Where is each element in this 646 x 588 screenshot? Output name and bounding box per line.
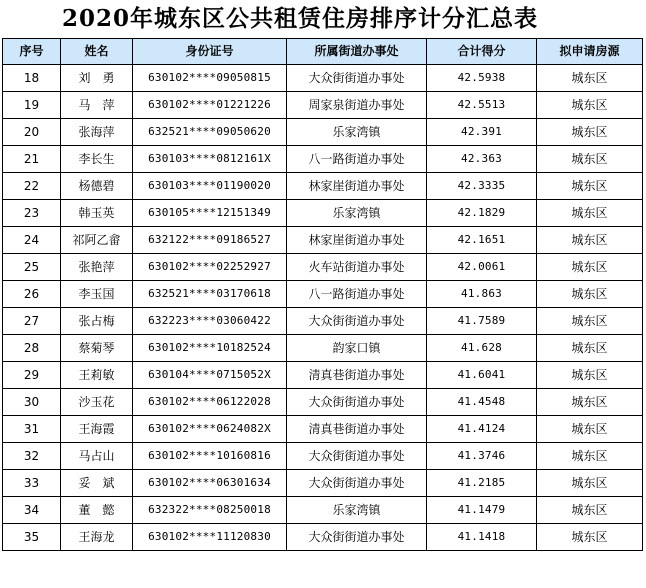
- table-row: [3, 173, 643, 200]
- column-header-id[interactable]: 身份证号: [133, 39, 287, 65]
- table-row: [3, 200, 643, 227]
- cell-office[interactable]: 乐家湾镇: [287, 497, 427, 524]
- cell-office[interactable]: 周家泉街道办事处: [287, 92, 427, 119]
- cell-score[interactable]: 41.4548: [427, 389, 537, 416]
- cell-score[interactable]: 41.6041: [427, 362, 537, 389]
- cell-name[interactable]: 韩玉英: [61, 200, 133, 227]
- cell-seq[interactable]: 23: [3, 200, 61, 227]
- cell-id[interactable]: 630103****0812161X: [133, 146, 287, 173]
- table-row: [3, 119, 643, 146]
- cell-id[interactable]: 630104****0715052X: [133, 362, 287, 389]
- cell-area[interactable]: 城东区: [537, 389, 643, 416]
- cell-area[interactable]: 城东区: [537, 362, 643, 389]
- cell-seq[interactable]: 20: [3, 119, 61, 146]
- cell-area[interactable]: 城东区: [537, 416, 643, 443]
- table-row: [3, 389, 643, 416]
- cell-name[interactable]: 张海萍: [61, 119, 133, 146]
- cell-id[interactable]: 630102****02252927: [133, 254, 287, 281]
- cell-seq[interactable]: 22: [3, 173, 61, 200]
- cell-name[interactable]: 李长生: [61, 146, 133, 173]
- table-row: [3, 362, 643, 389]
- cell-name[interactable]: 张艳萍: [61, 254, 133, 281]
- cell-office[interactable]: 八一路街道办事处: [287, 146, 427, 173]
- column-header-seq[interactable]: 序号: [3, 39, 61, 65]
- table-row: [3, 281, 643, 308]
- cell-name[interactable]: 蔡菊琴: [61, 335, 133, 362]
- cell-office[interactable]: 八一路街道办事处: [287, 281, 427, 308]
- cell-area[interactable]: 城东区: [537, 200, 643, 227]
- header-row: [3, 39, 643, 65]
- cell-id[interactable]: 630102****06122028: [133, 389, 287, 416]
- table-row: [3, 443, 643, 470]
- cell-score[interactable]: 41.863: [427, 281, 537, 308]
- cell-office[interactable]: 火车站街道办事处: [287, 254, 427, 281]
- table-row: [3, 308, 643, 335]
- cell-score[interactable]: 41.1479: [427, 497, 537, 524]
- cell-seq[interactable]: 21: [3, 146, 61, 173]
- cell-score[interactable]: 42.0061: [427, 254, 537, 281]
- cell-name[interactable]: 杨德碧: [61, 173, 133, 200]
- sheet-title: 2020年城东区公共租赁住房排序计分汇总表: [61, 5, 538, 32]
- cell-name[interactable]: 刘 勇: [61, 65, 133, 92]
- cell-score[interactable]: 41.7589: [427, 308, 537, 335]
- cell-office[interactable]: 乐家湾镇: [287, 119, 427, 146]
- cell-area[interactable]: 城东区: [537, 173, 643, 200]
- cell-office[interactable]: 乐家湾镇: [287, 200, 427, 227]
- cell-office[interactable]: 大众街街道办事处: [287, 443, 427, 470]
- cell-seq[interactable]: 18: [3, 65, 61, 92]
- table-row: [3, 146, 643, 173]
- cell-name[interactable]: 祁阿乙畲: [61, 227, 133, 254]
- cell-office[interactable]: 大众街街道办事处: [287, 308, 427, 335]
- table-row: [3, 92, 643, 119]
- cell-area[interactable]: 城东区: [537, 443, 643, 470]
- cell-area[interactable]: 城东区: [537, 335, 643, 362]
- cell-name[interactable]: 妥 斌: [61, 470, 133, 497]
- cell-score[interactable]: 41.4124: [427, 416, 537, 443]
- cell-seq[interactable]: 32: [3, 443, 61, 470]
- cell-seq[interactable]: 33: [3, 470, 61, 497]
- cell-area[interactable]: 城东区: [537, 92, 643, 119]
- cell-seq[interactable]: 30: [3, 389, 61, 416]
- cell-office[interactable]: 大众街街道办事处: [287, 65, 427, 92]
- cell-score[interactable]: 42.391: [427, 119, 537, 146]
- cell-office[interactable]: 林家崖街道办事处: [287, 173, 427, 200]
- cell-office[interactable]: 清真巷街道办事处: [287, 416, 427, 443]
- cell-score[interactable]: 42.3335: [427, 173, 537, 200]
- cell-office[interactable]: 大众街街道办事处: [287, 470, 427, 497]
- cell-seq[interactable]: 27: [3, 308, 61, 335]
- cell-id[interactable]: 630102****01221226: [133, 92, 287, 119]
- cell-area[interactable]: 城东区: [537, 146, 643, 173]
- cell-name[interactable]: 王海霞: [61, 416, 133, 443]
- cell-id[interactable]: 630102****10160816: [133, 443, 287, 470]
- table-row: [3, 470, 643, 497]
- cell-id[interactable]: 630102****09050815: [133, 65, 287, 92]
- cell-area[interactable]: 城东区: [537, 470, 643, 497]
- cell-seq[interactable]: 24: [3, 227, 61, 254]
- cell-id[interactable]: 630102****0624082X: [133, 416, 287, 443]
- cell-seq[interactable]: 19: [3, 92, 61, 119]
- cell-seq[interactable]: 25: [3, 254, 61, 281]
- cell-id[interactable]: 630102****06301634: [133, 470, 287, 497]
- cell-id[interactable]: 630102****10182524: [133, 335, 287, 362]
- cell-score[interactable]: 42.363: [427, 146, 537, 173]
- cell-office[interactable]: 大众街街道办事处: [287, 389, 427, 416]
- cell-score[interactable]: 41.1418: [427, 524, 537, 551]
- cell-area[interactable]: 城东区: [537, 227, 643, 254]
- table-row: [3, 335, 643, 362]
- cell-score[interactable]: 42.1829: [427, 200, 537, 227]
- table-row: [3, 416, 643, 443]
- cell-score[interactable]: 41.3746: [427, 443, 537, 470]
- cell-area[interactable]: 城东区: [537, 497, 643, 524]
- cell-score[interactable]: 41.628: [427, 335, 537, 362]
- column-header-name[interactable]: 姓名: [61, 39, 133, 65]
- table-row: [3, 65, 643, 92]
- cell-name[interactable]: 王莉敏: [61, 362, 133, 389]
- cell-area[interactable]: 城东区: [537, 281, 643, 308]
- cell-name[interactable]: 马占山: [61, 443, 133, 470]
- cell-name[interactable]: 马 萍: [61, 92, 133, 119]
- cell-office[interactable]: 清真巷街道办事处: [287, 362, 427, 389]
- cell-office[interactable]: 韵家口镇: [287, 335, 427, 362]
- cell-name[interactable]: 董 懿: [61, 497, 133, 524]
- cell-name[interactable]: 李玉国: [61, 281, 133, 308]
- cell-area[interactable]: 城东区: [537, 119, 643, 146]
- cell-office[interactable]: 林家崖街道办事处: [287, 227, 427, 254]
- cell-name[interactable]: 张占梅: [61, 308, 133, 335]
- cell-seq[interactable]: 26: [3, 281, 61, 308]
- cell-score[interactable]: 42.5513: [427, 92, 537, 119]
- cell-area[interactable]: 城东区: [537, 308, 643, 335]
- cell-area[interactable]: 城东区: [537, 65, 643, 92]
- cell-score[interactable]: 42.5938: [427, 65, 537, 92]
- cell-seq[interactable]: 34: [3, 497, 61, 524]
- cell-score[interactable]: 42.1651: [427, 227, 537, 254]
- cell-seq[interactable]: 28: [3, 335, 61, 362]
- cell-name[interactable]: 沙玉花: [61, 389, 133, 416]
- table-row: [3, 254, 643, 281]
- cell-id[interactable]: 632122****09186527: [133, 227, 287, 254]
- cell-seq[interactable]: 35: [3, 524, 61, 551]
- cell-id[interactable]: 630103****01190020: [133, 173, 287, 200]
- cell-id[interactable]: 632521****09050620: [133, 119, 287, 146]
- cell-id[interactable]: 632322****08250018: [133, 497, 287, 524]
- cell-id[interactable]: 630102****11120830: [133, 524, 287, 551]
- cell-name[interactable]: 王海龙: [61, 524, 133, 551]
- table-row: [3, 227, 643, 254]
- cell-office[interactable]: 大众街街道办事处: [287, 524, 427, 551]
- cell-seq[interactable]: 31: [3, 416, 61, 443]
- cell-area[interactable]: 城东区: [537, 524, 643, 551]
- cell-score[interactable]: 41.2185: [427, 470, 537, 497]
- table-row: [3, 524, 643, 551]
- column-header-office[interactable]: 所属街道办事处: [287, 39, 427, 65]
- table-row: [3, 497, 643, 524]
- score-summary-table: [2, 38, 643, 551]
- cell-id[interactable]: 630105****12151349: [133, 200, 287, 227]
- column-header-area[interactable]: 拟申请房源: [537, 39, 643, 65]
- cell-id[interactable]: 632521****03170618: [133, 281, 287, 308]
- column-header-score[interactable]: 合计得分: [427, 39, 537, 65]
- cell-seq[interactable]: 29: [3, 362, 61, 389]
- cell-id[interactable]: 632223****03060422: [133, 308, 287, 335]
- cell-area[interactable]: 城东区: [537, 254, 643, 281]
